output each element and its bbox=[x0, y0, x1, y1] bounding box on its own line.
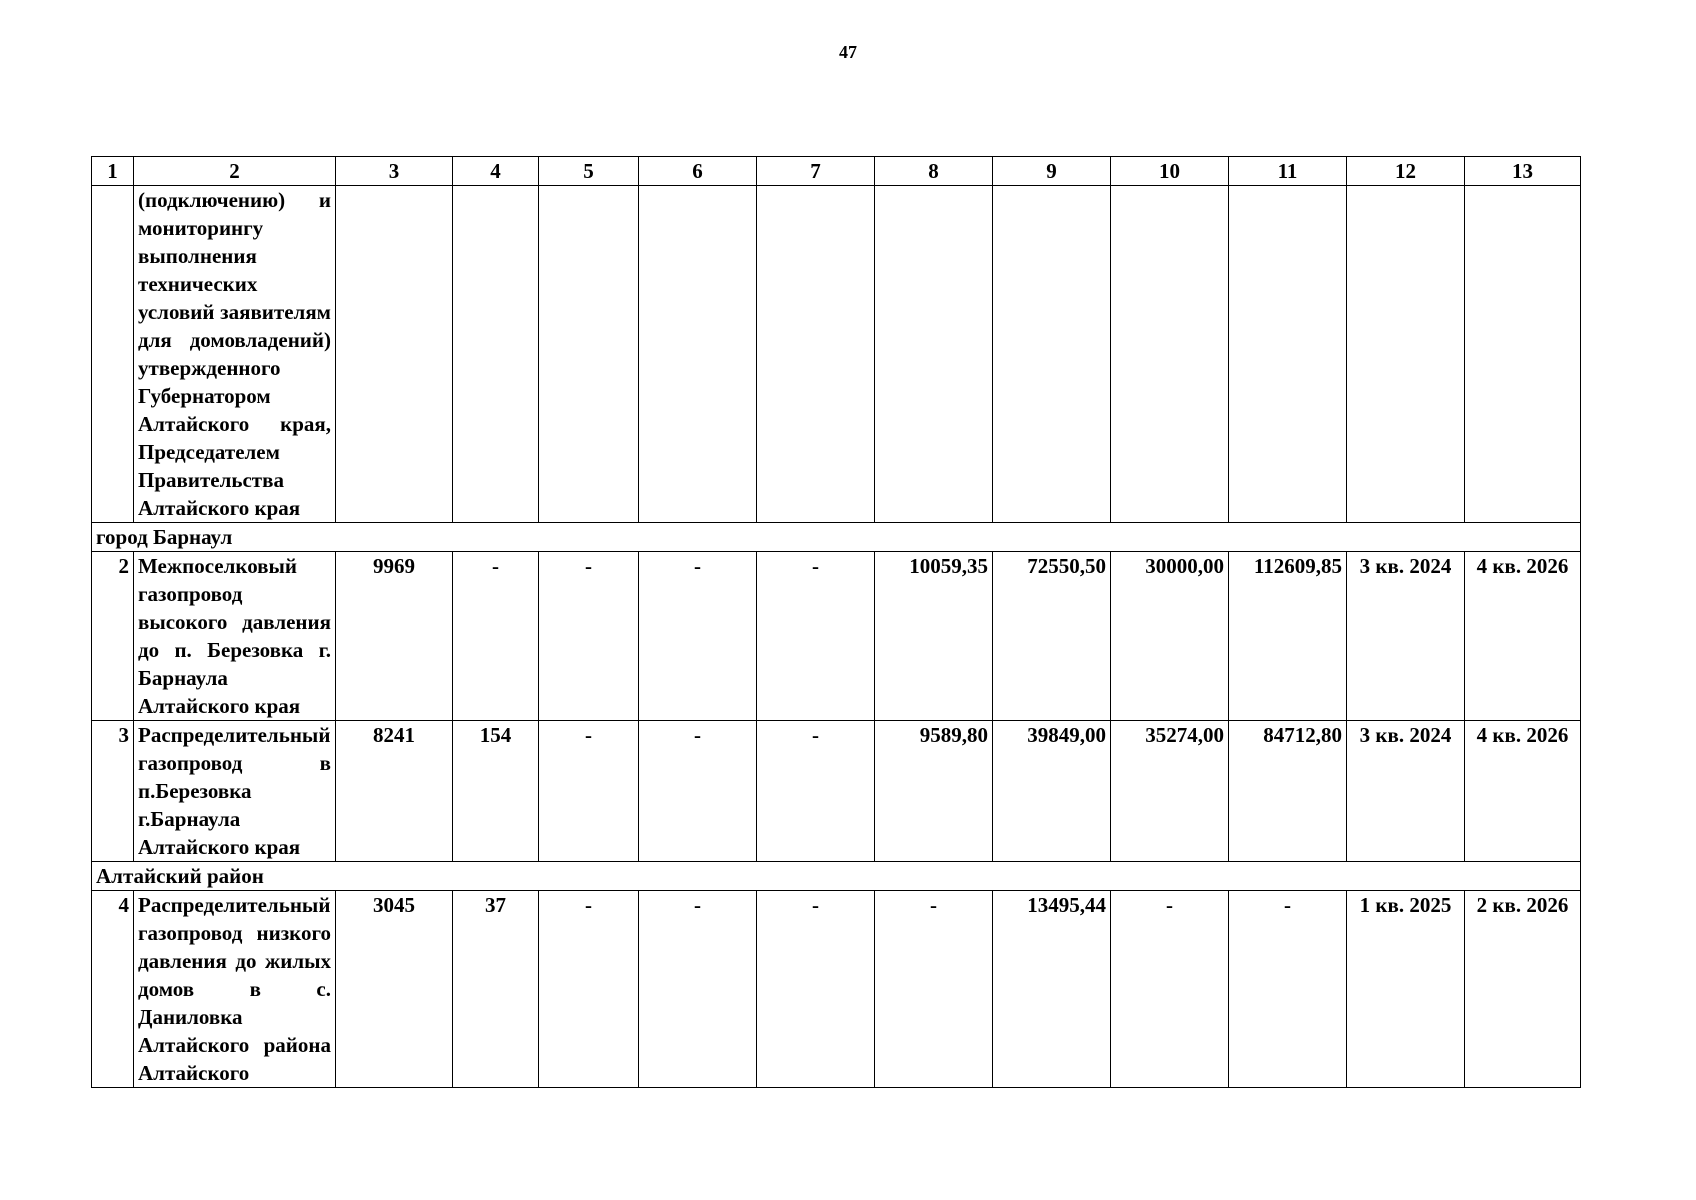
cell-col4: 154 bbox=[453, 721, 539, 862]
empty-cell bbox=[1111, 186, 1229, 523]
cell-col9: 39849,00 bbox=[993, 721, 1111, 862]
header-row bbox=[92, 157, 1581, 186]
empty-cell bbox=[757, 186, 875, 523]
header-cell: 12 bbox=[1347, 157, 1465, 186]
empty-cell bbox=[639, 186, 757, 523]
row-number-cell bbox=[92, 186, 134, 523]
cell-col4: 37 bbox=[453, 891, 539, 1088]
table-row bbox=[92, 721, 1581, 862]
empty-cell bbox=[1465, 186, 1581, 523]
page-number: 47 bbox=[839, 42, 857, 62]
cell-col9: 72550,50 bbox=[993, 552, 1111, 721]
header-cell: 5 bbox=[539, 157, 639, 186]
cell-col11: 112609,85 bbox=[1229, 552, 1347, 721]
cell-col13: 4 кв. 2026 bbox=[1465, 552, 1581, 721]
cell-col7: - bbox=[757, 891, 875, 1088]
object-description: Распределительный газопровод в п.Березовка г.Барнаула Алтайского края bbox=[134, 721, 336, 862]
cell-col9: 13495,44 bbox=[993, 891, 1111, 1088]
header-cell: 6 bbox=[639, 157, 757, 186]
empty-cell bbox=[539, 186, 639, 523]
empty-cell bbox=[1347, 186, 1465, 523]
header-cell: 8 bbox=[875, 157, 993, 186]
table-row bbox=[92, 891, 1581, 1088]
header-cell: 10 bbox=[1111, 157, 1229, 186]
gasification-table bbox=[91, 156, 1581, 1088]
header-cell: 13 bbox=[1465, 157, 1581, 186]
object-description: Межпоселковый газопровод высокого давления до п. Березовка г. Барнаула Алтайского края bbox=[134, 552, 336, 721]
header-cell: 2 bbox=[134, 157, 336, 186]
region-row bbox=[92, 523, 1581, 552]
cell-col5: - bbox=[539, 891, 639, 1088]
cell-col12: 3 кв. 2024 bbox=[1347, 721, 1465, 862]
cell-col10: 30000,00 bbox=[1111, 552, 1229, 721]
table-row bbox=[92, 552, 1581, 721]
cell-col3: 3045 bbox=[336, 891, 453, 1088]
row-number: 4 bbox=[92, 891, 134, 1088]
cell-col6: - bbox=[639, 721, 757, 862]
cell-col6: - bbox=[639, 891, 757, 1088]
cell-col8: 10059,35 bbox=[875, 552, 993, 721]
cell-col13: 2 кв. 2026 bbox=[1465, 891, 1581, 1088]
cell-col3: 8241 bbox=[336, 721, 453, 862]
continuation-row bbox=[92, 186, 1581, 523]
cell-col5: - bbox=[539, 721, 639, 862]
header-cell: 7 bbox=[757, 157, 875, 186]
continuation-description: (подключению) и мониторингу выполнения технических условий заявителям для домовладений) утвержденного Губернатором Алтайского края, Председателем Правительства Алтайского края bbox=[134, 186, 336, 523]
header-cell: 11 bbox=[1229, 157, 1347, 186]
header-cell: 3 bbox=[336, 157, 453, 186]
region-title-barnaul: город Барнаул bbox=[92, 523, 1581, 552]
cell-col5: - bbox=[539, 552, 639, 721]
cell-col12: 3 кв. 2024 bbox=[1347, 552, 1465, 721]
row-number: 3 bbox=[92, 721, 134, 862]
region-row bbox=[92, 862, 1581, 891]
empty-cell bbox=[993, 186, 1111, 523]
cell-col8: 9589,80 bbox=[875, 721, 993, 862]
cell-col6: - bbox=[639, 552, 757, 721]
cell-col8: - bbox=[875, 891, 993, 1088]
cell-col4: - bbox=[453, 552, 539, 721]
row-number: 2 bbox=[92, 552, 134, 721]
region-title-altai: Алтайский район bbox=[92, 862, 1581, 891]
cell-col11: 84712,80 bbox=[1229, 721, 1347, 862]
cell-col7: - bbox=[757, 552, 875, 721]
header-cell: 4 bbox=[453, 157, 539, 186]
empty-cell bbox=[1229, 186, 1347, 523]
object-description: Распределительный газопровод низкого давления до жилых домов в с. Даниловка Алтайского района Алтайского bbox=[134, 891, 336, 1088]
cell-col10: 35274,00 bbox=[1111, 721, 1229, 862]
cell-col3: 9969 bbox=[336, 552, 453, 721]
cell-col7: - bbox=[757, 721, 875, 862]
cell-col10: - bbox=[1111, 891, 1229, 1088]
header-cell: 9 bbox=[993, 157, 1111, 186]
cell-col13: 4 кв. 2026 bbox=[1465, 721, 1581, 862]
header-cell: 1 bbox=[92, 157, 134, 186]
cell-col11: - bbox=[1229, 891, 1347, 1088]
empty-cell bbox=[336, 186, 453, 523]
cell-col12: 1 кв. 2025 bbox=[1347, 891, 1465, 1088]
empty-cell bbox=[453, 186, 539, 523]
empty-cell bbox=[875, 186, 993, 523]
